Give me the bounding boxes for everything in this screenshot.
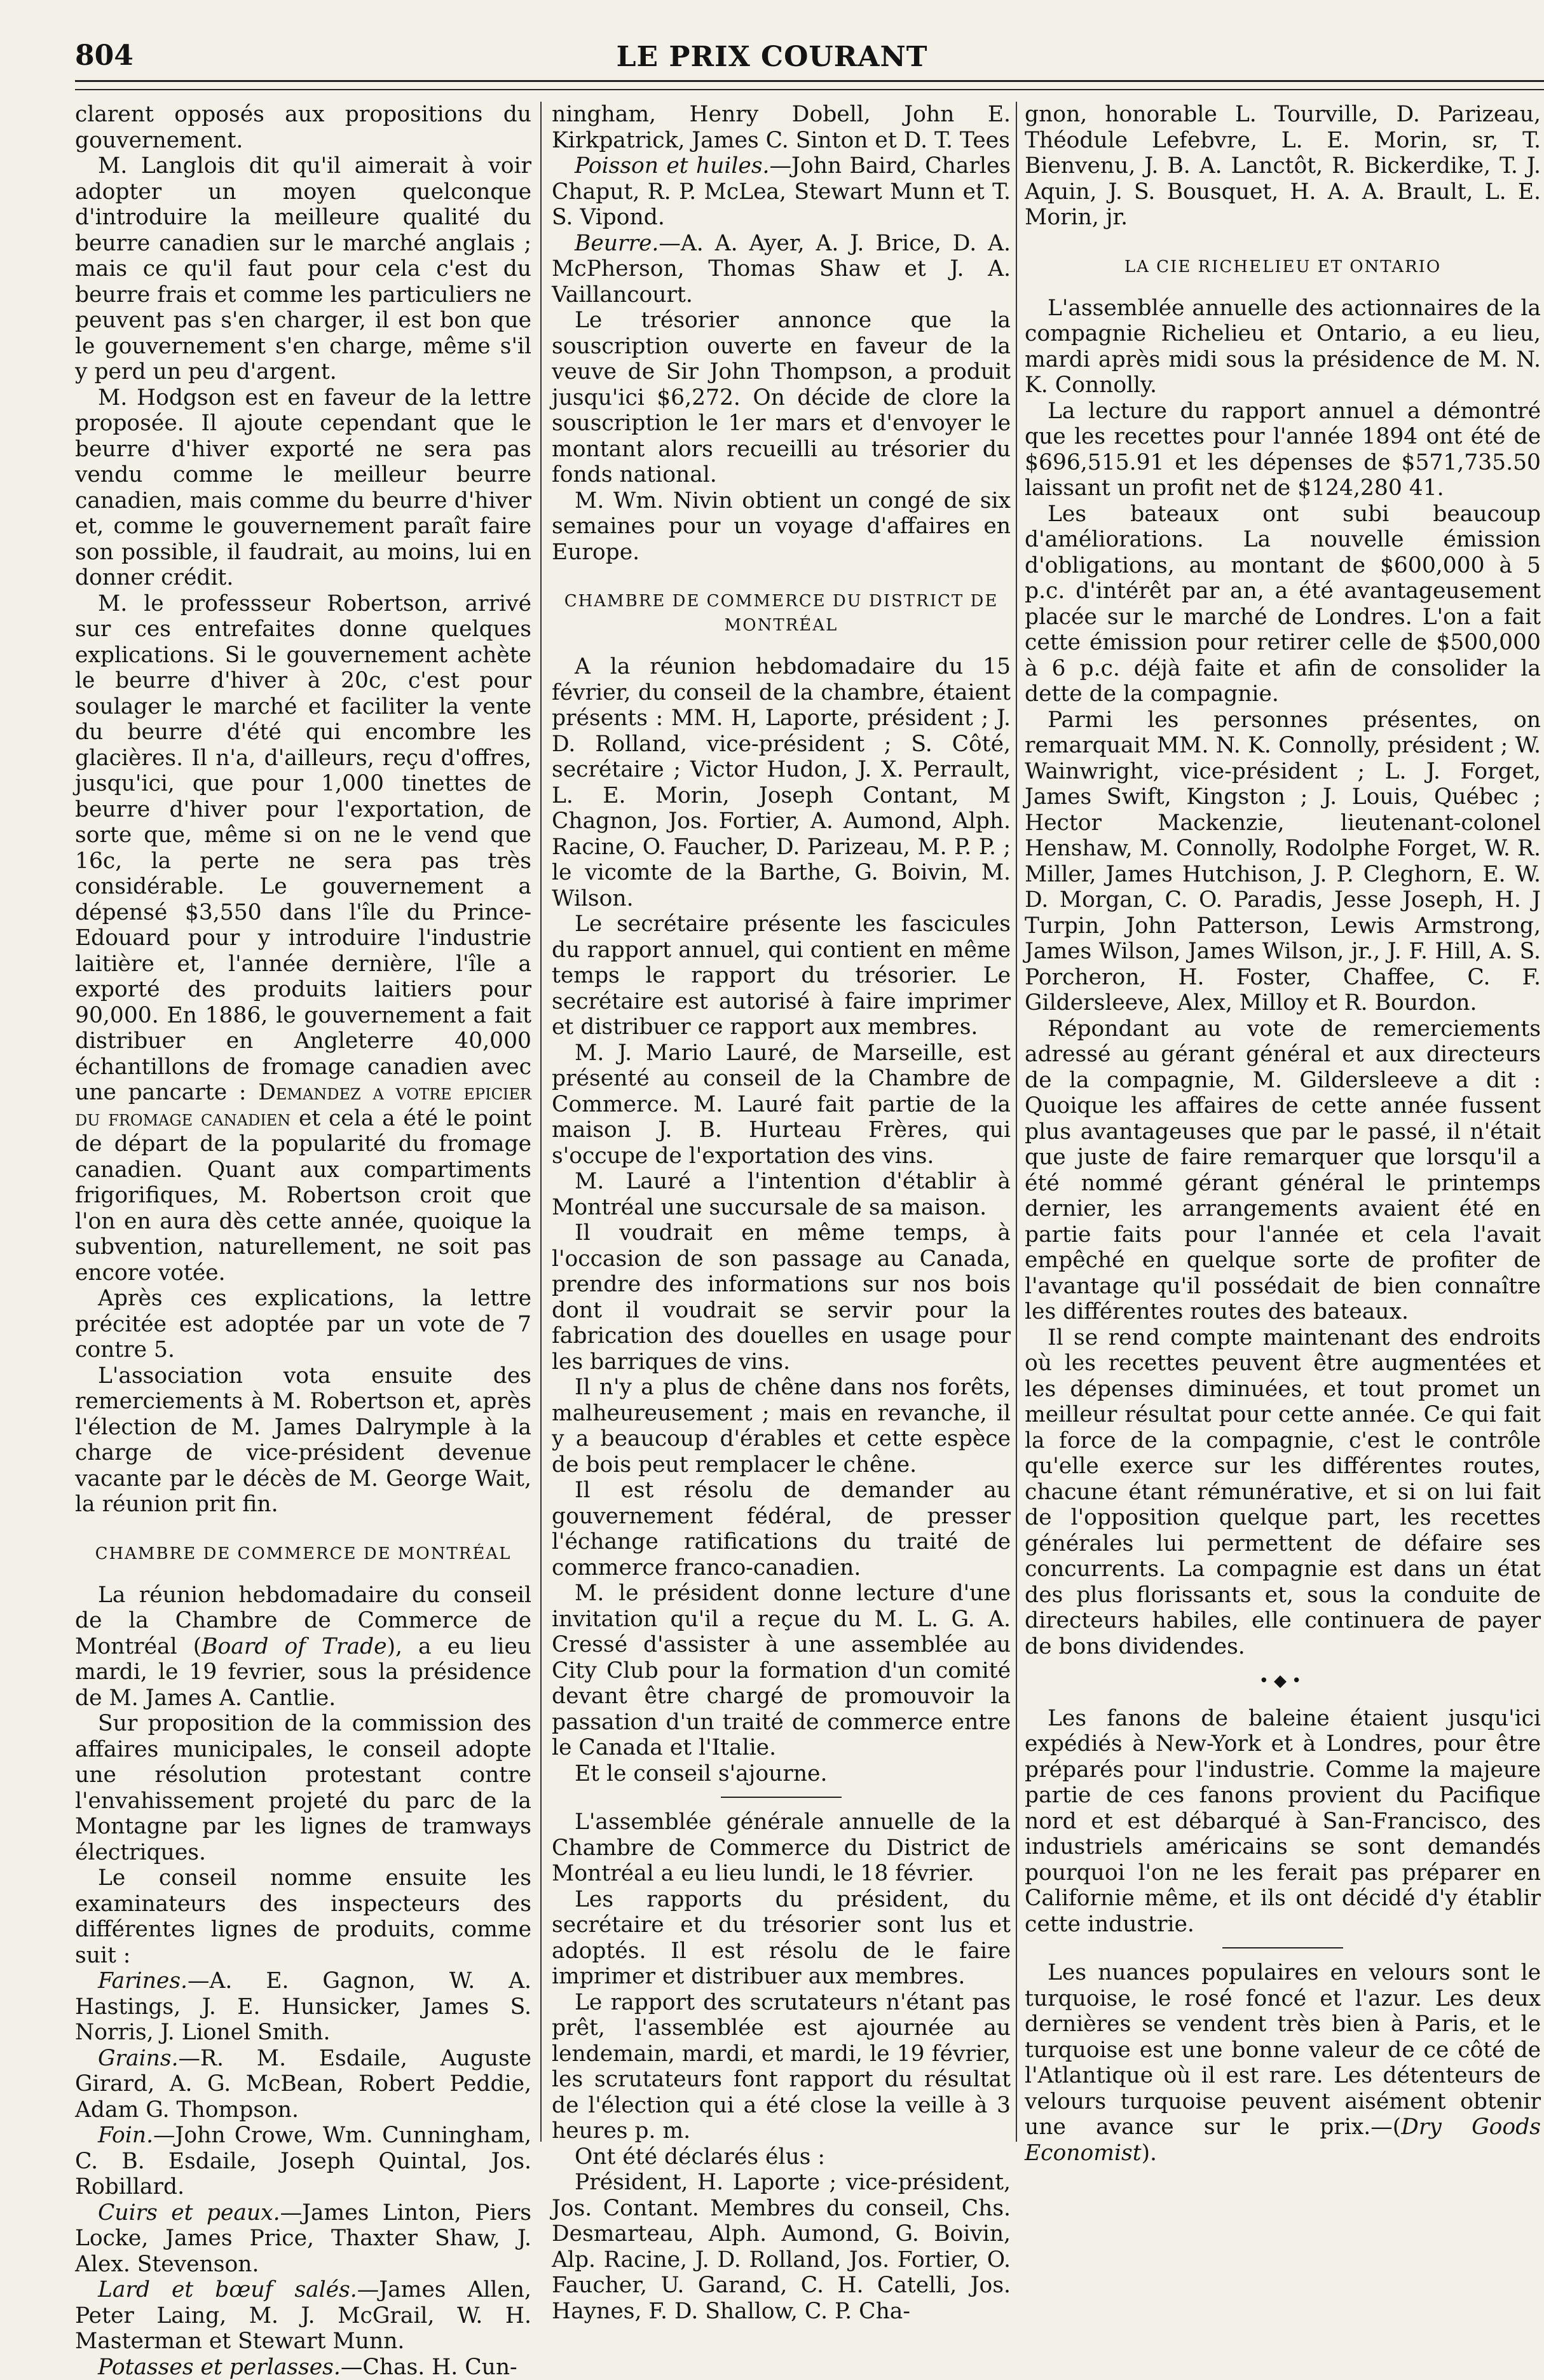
paragraph [75,591,531,1286]
paragraph: gnon, honorable L. Tourville, D. Parizeau, Théodule Lefebvre, L. E. Morin, sr, T. Bienvenu, J. B. A. Lanctôt, R. Bickerdike, T. J. Aquin, J. S. Bousquet, H. A. A. Brault, L. E. Morin, jr. [1025,102,1541,231]
small-caps-text: Demandez a votre epicier du fromage canadien [75,1080,531,1131]
section-heading: CHAMBRE DE COMMERCE DE MONTRÉAL [75,1542,531,1566]
ornament-divider: •◆• [1025,1668,1541,1694]
paragraph [1025,1960,1541,2166]
text-run: La réunion hebdomadaire du conseil de la Chambre de Commerce de Montréal ( [75,1582,531,1659]
paragraph: Il est résolu de demander au gouvernement fédéral, de presser l'échange ratifications du traité de commerce franco-canadien. [552,1478,1011,1581]
paragraph: A la réunion hebdomadaire du 15 février, du conseil de la chambre, étaient présents : MM. H, Laporte, président ; J. D. Rolland, vice-président ; S. Côté, secrétaire ; Victor Hudon, J. X. Perrault, L. E. Morin, Joseph Contant, M Chagnon, Jos. Fortier, A. Aumond, Alph. Racine, O. Faucher, D. Parizeau, M. P. P. ; le vicomte de la Barthe, G. Boivin, M. Wilson. [552,654,1011,911]
section-divider [721,1797,842,1798]
paragraph: Les bateaux ont subi beaucoup d'améliorations. La nouvelle émission d'obligations, au montant de $600,000 à 5 p.c. d'intérêt par an, a été avantageusement placée sur le marché de Londres. L'on a fait cette émission pour retirer celle de $500,000 à 6 p.c. déjà faite et afin de consolider la dette de la compagnie. [1025,501,1541,707]
paragraph: Le conseil nomme ensuite les examinateurs des inspecteurs des différentes lignes de produits, comme suit : [75,1865,531,1968]
item-text: —A. A. Ayer, A. J. Brice, D. A. McPherson, Thomas Shaw et J. A. Vaillancourt. [552,231,1011,308]
item-text: —John Crowe, Wm. Cunningham, C. B. Esdaile, Joseph Quintal, Jos. Robillard. [75,2123,531,2200]
item-label: Cuirs et peaux. [98,2200,280,2226]
source-citation: Dry Goods Economist [1025,2114,1541,2166]
list-item [75,2277,531,2355]
item-text: —James Linton, Piers Locke, James Price, Thaxter Shaw, J. Alex. Stevenson. [75,2200,531,2277]
paragraph: Les fanons de baleine étaient jusqu'ici expédiés à New-York et à Londres, pour être préparés pour l'industrie. Comme la majeure partie de ces fanons provient du Pacifique nord et est débarqué à San-Francisco, des industriels américains se sont demandés pourquoi l'on ne les ferait pas préparer en Californie même, et ils ont décidé d'y établir cette industrie. [1025,1706,1541,1938]
header-rule-thick [75,80,1544,82]
list-item [75,1968,531,2046]
item-label: Beurre. [575,231,659,256]
column-divider [1016,102,1017,2142]
text-run: M. le professseur Robertson, arrivé sur ces entrefaites donne quelques explications. Si le gouvernement achète le beurre d'hiver à 20c, c'est pour soulager le marché et faciliter la vente du beurre d'été qui encombre les glacières. Il n'a, d'ailleurs, reçu d'offres, jusqu'ici, que pour 1,000 tinettes de beurre d'hiver pour l'exportation, de sorte que, même si on ne le vend que 16c, la perte ne sera pas très considérable. Le gouvernement a dépensé $3,550 dans l'île du Prince-Edouard pour y introduire l'industrie laitière et, l'année dernière, l'île a exporté des produits laitiers pour 90,000. En 1886, le gouvernement a fait distribuer en Angleterre 40,000 échantillons de fromage canadien avec une pancarte : [75,591,531,1106]
text-run: et cela a été le point de départ de la popularité du fromage canadien. Quant aux compartiments frigorifiques, M. Robertson croit que l'on en aura dès cette année, quoique la subvention, naturellement, ne soit pas encore votée. [75,1106,531,1286]
column-2 [552,102,1011,2152]
text-run: Les nuances populaires en velours sont le turquoise, le rosé foncé et l'azur. Les deux dernières se vendent très bien à Paris, et le turquoise est une bonne valeur de ce côté de l'Atlantique où il est rare. Les détenteurs de velours turquoise peuvent aisément obtenir une avance sur le prix.—( [1025,1960,1541,2140]
list-item [75,2046,531,2123]
paragraph: Il voudrait en même temps, à l'occasion de son passage au Canada, prendre des informations sur nos bois dont il voudrait se servir pour la fabrication des douelles en usage pour les barriques de vins. [552,1220,1011,1375]
item-label: Lard et bœuf salés. [98,2277,357,2302]
paragraph: Ont été déclarés élus : [552,2144,1011,2170]
section-divider [1222,1947,1343,1948]
item-label: Grains. [98,2046,179,2071]
paragraph: Le rapport des scrutateurs n'étant pas prêt, l'assemblée est ajournée au lendemain, mardi, et mardi, le 19 février, les scrutateurs font rapport du résultat de l'élection qui a été close la veille à 3 heures p. m. [552,1990,1011,2144]
paragraph: M. Hodgson est en faveur de la lettre proposée. Il ajoute cependant que le beurre d'hiver exporté ne sera pas vendu comme le meilleur beurre canadien, mais comme du beurre d'hiver et, comme le gouvernement paraît faire son possible, il faudrait, au moins, lui en donner crédit. [75,385,531,591]
paragraph: M. Wm. Nivin obtient un congé de six semaines pour un voyage d'affaires en Europe. [552,488,1011,566]
paragraph: M. Lauré a l'intention d'établir à Montréal une succursale de sa maison. [552,1169,1011,1220]
column-divider [540,102,542,2142]
paragraph: M. J. Mario Lauré, de Marseille, est présenté au conseil de la Chambre de Commerce. M. Lauré fait partie de la maison J. B. Hurteau Frères, qui s'occupe de l'exportation des vins. [552,1040,1011,1169]
paragraph: Le secrétaire présente les fascicules du rapport annuel, qui contient en même temps le rapport du trésorier. Le secrétaire est autorisé à faire imprimer et distribuer ce rapport aux membres. [552,911,1011,1040]
paragraph: Le trésorier annonce que la souscription ouverte en faveur de la veuve de Sir John Thompson, a produit jusqu'ici $6,272. On décide de clore la souscription le 1er mars et d'envoyer le montant alors recueilli au trésorier du fonds national. [552,308,1011,488]
item-label: Foin. [98,2123,153,2148]
paragraph: L'assemblée annuelle des actionnaires de la compagnie Richelieu et Ontario, a eu lieu, mardi après midi sous la présidence de M. N. K. Connolly. [1025,296,1541,398]
paragraph: Et le conseil s'ajourne. [552,1761,1011,1787]
item-label: Potasses et perlasses. [98,2355,341,2380]
item-text: —Chas. H. Cun- [341,2355,517,2380]
paragraph: ningham, Henry Dobell, John E. Kirkpatrick, James C. Sinton et D. T. Tees [552,102,1011,153]
text-run: ), a eu lieu mardi, le 19 fevrier, sous la présidence de M. James A. Cantlie. [75,1634,531,1711]
item-label: Farines. [98,1968,188,1994]
page-number: 804 [75,39,133,72]
item-text: —John Baird, Charles Chaput, R. P. McLea, Stewart Munn et T. S. Vipond. [552,153,1011,230]
italic-text: Board of Trade [202,1634,386,1659]
column-1 [75,102,531,2152]
item-text: —R. M. Esdaile, Auguste Girard, A. G. McBean, Robert Peddie, Adam G. Thompson. [75,2046,531,2123]
page-title: LE PRIX COURANT [0,41,1544,73]
paragraph: Il se rend compte maintenant des endroits où les recettes peuvent être augmentées et les dépenses diminuées, et tout promet un meilleur résultat pour cette année. Ce qui fait la force de la compagnie, c'est le contrôle qu'elle exerce sur les différentes routes, chacune étant rémunérative, et si on lui fait de l'opposition quelque part, les recettes générales lui permettent de défaire ses concurrents. La compagnie est dans un état des plus florissants et, sous la conduite de directeurs habiles, elle continuera de payer de bons dividendes. [1025,1325,1541,1660]
paragraph: Répondant au vote de remerciements adressé au gérant général et aux directeurs de la compagnie, M. Gildersleeve a dit : Quoique les affaires de cette année fussent plus avantageuses que par le passé, il n'était que juste de faire remarquer que lorsqu'il a été nommé gérant général le printemps dernier, les arrangements avaient été en partie faits pour l'année et cela l'avait empêché en quelque sorte de profiter de l'avantage qu'il possédait de bien connaître les différentes routes des bateaux. [1025,1016,1541,1325]
paragraph: Sur proposition de la commission des affaires municipales, le conseil adopte une résolution protestant contre l'envahissement projeté du parc de la Montagne par les lignes de tramways électriques. [75,1711,531,1865]
item-text: —James Allen, Peter Laing, M. J. McGrail, W. H. Masterman et Stewart Munn. [75,2277,531,2354]
paragraph: La lecture du rapport annuel a démontré que les recettes pour l'année 1894 ont été de $696,515.91 et les dépenses de $571,735.50 laissant un profit net de $124,280 41. [1025,398,1541,501]
paragraph: Président, H. Laporte ; vice-président, Jos. Contant. Membres du conseil, Chs. Desmarteau, Alph. Aumond, G. Boivin, Alp. Racine, J. D. Rolland, Jos. Fortier, O. Faucher, U. Garand, C. H. Catelli, Jos. Haynes, F. D. Shallow, C. P. Cha- [552,2170,1011,2324]
paragraph: Les rapports du président, du secrétaire et du trésorier sont lus et adoptés. Il est résolu de le faire imprimer et distribuer aux membres. [552,1887,1011,1990]
paragraph: M. Langlois dit qu'il aimerait à voir adopter un moyen quelconque d'introduire la meilleure qualité du beurre canadien sur le marché anglais ; mais ce qu'il faut pour cela c'est du beurre frais et comme les particuliers ne peuvent pas s'en charger, il est bon que le gouvernement s'en charge, même s'il y perd un peu d'argent. [75,153,531,385]
item-label: Poisson et huiles. [575,153,770,179]
list-item [552,153,1011,231]
paragraph: M. le président donne lecture d'une invitation qu'il a reçue du M. L. G. A. Cressé d'assister à une assemblée au City Club pour la formation d'un comité devant être chargé de promouvoir la passation d'un traité de commerce entre le Canada et l'Italie. [552,1581,1011,1761]
text-run: ). [1142,2140,1157,2166]
list-item [75,2200,531,2278]
header-rule-thin [75,89,1544,90]
paragraph: clarent opposés aux propositions du gouvernement. [75,102,531,153]
paragraph: Après ces explications, la lettre précitée est adoptée par un vote de 7 contre 5. [75,1286,531,1363]
section-heading: CHAMBRE DE COMMERCE DU DISTRICT DE MONTRÉAL [552,589,1011,637]
item-text: —A. E. Gagnon, W. A. Hastings, J. E. Hunsicker, James S. Norris, J. Lionel Smith. [75,1968,531,2045]
paragraph: Parmi les personnes présentes, on remarquait MM. N. K. Connolly, président ; W. Wainwright, vice-président ; L. J. Forget, James Swift, Kingston ; J. Louis, Québec ; Hector Mackenzie, lieutenant-colonel Henshaw, M. Connolly, Rodolphe Forget, W. R. Miller, James Hutchison, J. P. Cleghorn, E. W. D. Morgan, C. O. Paradis, Jesse Joseph, H. J Turpin, John Patterson, Lewis Armstrong, James Wilson, James Wilson, jr., J. F. Hill, A. S. Porcheron, H. Foster, Chaffee, C. F. Gildersleeve, Alex, Milloy et R. Bourdon. [1025,707,1541,1016]
list-item [75,2355,531,2380]
paragraph: L'assemblée générale annuelle de la Chambre de Commerce du District de Montréal a eu lieu lundi, le 18 février. [552,1809,1011,1887]
paragraph [75,1582,531,1711]
column-3 [1025,102,1541,2152]
paragraph: Il n'y a plus de chêne dans nos forêts, malheureusement ; mais en revanche, il y a beaucoup d'érables et cette espèce de bois peut remplacer le chêne. [552,1375,1011,1478]
list-item [75,2123,531,2200]
list-item [552,231,1011,308]
section-heading: LA CIE RICHELIEU ET ONTARIO [1025,255,1541,279]
paragraph: L'association vota ensuite des remerciements à M. Robertson et, après l'élection de M. James Dalrymple à la charge de vice-président devenue vacante par le décès de M. George Wait, la réunion prit fin. [75,1363,531,1518]
